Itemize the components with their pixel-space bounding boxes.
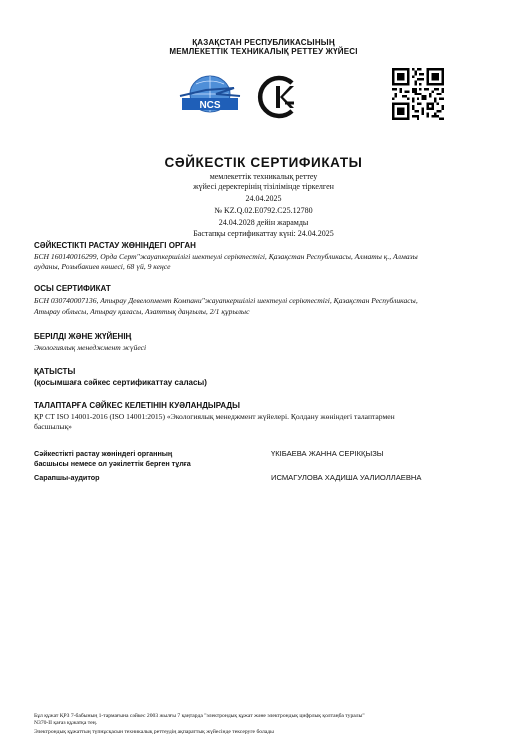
body-text-line-2: ауданы, Розыбакиев көшесі, 68 үй, 9 кеңсе [34,262,171,271]
requirements-text-line-2: басшылық» [34,422,72,431]
auditor-label: Сарапшы-аудитор [34,473,100,482]
header-line-2: МЕМЛЕКЕТТІК ТЕХНИКАЛЫҚ РЕТТЕУ ЖҮЙЕСІ [169,47,358,56]
qr-code-icon [392,68,444,120]
body-text-line-1: БСН 160140016299, Орда Серт"жауапкершілігі шектеулі серіктестігі, Қазақстан Республикасы, Алматы қ., Алмазы [34,252,418,261]
certificate-number: № KZ.Q.02.E0792.C25.12780 [214,206,313,215]
auditor-name: ИСМАГУЛОВА ХАДИША УАЛИОЛЛАЕВНА [271,473,422,482]
system-heading: БЕРІЛДІ ЖӘНЕ ЖҮЙЕНІҢ [34,332,132,341]
head-signatory-name: ҮКІБАЕВА ЖАННА СЕРІКҚЫЗЫ [271,449,384,458]
scope-subheading: (қосымшаға сәйкес сертификаттау саласы) [34,378,207,387]
initial-certification-date: Бастапқы сертификаттау күні: 24.04.2025 [193,229,334,238]
registry-line-2: жүйесі деректерінің тізілімінде тіркелген [193,182,334,191]
ncs-logo-text: NCS [199,100,221,111]
requirements-text-line-1: ҚР СТ ISO 14001-2016 (ISO 14001:2015) «Экологиялық менеджмент жүйелері. Қолдану жөніндегі талаптармен [34,412,395,421]
holder-text-line-1: БСН 030740007136, Атырау Девелопмент Компани"жауапкершілігі шектеулі серіктестігі, Қазақстан Республикасы, [34,296,418,305]
body-heading: СӘЙКЕСТІКТІ РАСТАУ ЖӨНІНДЕГІ ОРГАН [34,241,196,250]
registry-line-1: мемлекеттік техникалық реттеу [209,172,318,181]
valid-until: 24.04.2028 дейін жарамды [218,218,309,227]
certificate-title: СӘЙКЕСТІК СЕРТИФИКАТЫ [164,155,363,170]
footer-line-1: Бұл құжат ҚРЗ 7-бабының 1-тармағына сәйкес 2003 жылғы 7 қаңтарда "электрондық құжат және электрондық цифрлық қолтаңба туралы" [34,713,365,719]
footer-line-2: N370-II қағаз құжатқа тең. [34,720,98,726]
head-signature-label-line-2: басшысы немесе ол уәкілеттік берген тұлға [34,459,191,468]
requirements-heading: ТАЛАПТАРҒА СӘЙКЕС КЕЛЕТІНІН КУӘЛАНДЫРАДЫ [34,401,240,410]
header-line-1: ҚАЗАҚСТАН РЕСПУБЛИКАСЫНЫҢ [192,38,335,47]
head-signature-label-line-1: Сәйкестікті растау жөніндегі органның [34,449,173,458]
ncs-logo-icon [176,72,244,120]
holder-heading: ОСЫ СЕРТИФИКАТ [34,284,111,293]
system-text: Экологиялық менеджмент жүйесі [34,343,147,352]
holder-text-line-2: Атырау облысы, Атырау қаласы, Азаттық даңғылы, 2/1 құрылыс [34,307,250,316]
scope-heading: ҚАТЫСТЫ [34,367,76,376]
kz-conformity-mark-icon [254,73,302,121]
registry-date: 24.04.2025 [245,194,282,203]
footer-line-3: Электрондық құжаттың түпнұсқасын техникалық реттеудің ақпараттық жүйесінде тексеруге болады [34,729,274,735]
